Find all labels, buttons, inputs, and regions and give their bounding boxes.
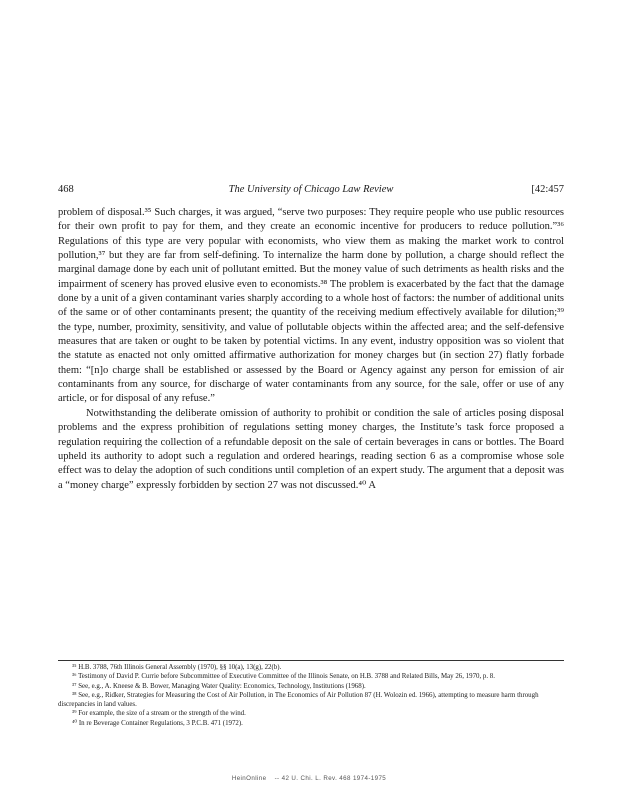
- volume-citation: [42:457: [531, 184, 564, 195]
- footnotes: [58, 663, 564, 728]
- footer-citation: -- 42 U. Chi. L. Rev. 468 1974-1975: [274, 775, 387, 782]
- footnote-divider: [58, 660, 564, 661]
- body-paragraph: problem of disposal.³⁵ Such charges, it was argued, “serve two purposes: They require people who use public resources for their own profit to pay for them, and they create an economic incentive for producers to reduce pollution.”³⁶ Regulations of this type are very popular with economists, who view them as making the market work to control pollution,³⁷ but they are far from self-defining. To internalize the harm done by pollution, a charge should reflect the marginal damage done by each unit of pollutant emitted. But the money value of such detriments as health risks and the impairment of scenery has proved elusive even to economists.³⁸ The problem is exacerbated by the fact that the damage done by a unit of a given contaminant varies sharply according to a whole host of factors: the number of additional units of the same or of other contaminants present; the quantity of the receiving medium effectively available for dilution;³⁹ the type, number, proximity, sensitivity, and value of pollutable objects within the affected area; and the self-defensive measures that are taken or ought to be taken by potential victims. In any event, industry opposition was so violent that the statute as enacted not only omitted affirmative authorization for money charges but (in section 27) flatly forbade them: “[n]o charge shall be established or assessed by the Board or Agency against any person for emission of air contaminants from any source, for discharge of water contaminants from any source, for the sale, offer or use of any article, or for disposal of any refuse.”: [58, 207, 564, 405]
- footnote: ³⁶ Testimony of David P. Currie before Subcommittee of Executive Committee of the Illinois Senate, on H.B. 3788 and Related Bills, May 26, 1970, p. 8.: [72, 673, 495, 681]
- footnote: ³⁷ See, e.g., A. Kneese & B. Bower, Managing Water Quality: Economics, Technology, Institutions (1968).: [72, 682, 366, 690]
- body-paragraph: Notwithstanding the deliberate omission of authority to prohibit or condition the sale of articles posing disposal problems and the express prohibition of regulations setting money charges, the Institute’s task force proposed a regulation requiring the collection of a refundable deposit on the sale of certain beverages in cans or bottles. The Board upheld its authority to adopt such a regulation and ordered hearings, reading section 6 as a compromise whose sole effect was to delay the adoption of such conditions until completion of an expert study. The argument that a deposit was a “money charge” expressly forbidden by section 27 was not discussed.⁴⁰ A: [58, 407, 564, 491]
- footnote: ³⁸ See, e.g., Ridker, Strategies for Measuring the Cost of Air Pollution, in The Economics of Air Pollution 87 (H. Wolozin ed. 1966), attempting to measure harm through discrepancies in land values.: [58, 691, 539, 709]
- footnote: ⁴⁰ In re Beverage Container Regulations, 3 P.C.B. 471 (1972).: [72, 719, 243, 727]
- article-body: [58, 206, 564, 493]
- journal-title: The University of Chicago Law Review: [228, 184, 394, 195]
- page-footer: [0, 775, 618, 782]
- page-number: 468: [58, 184, 74, 195]
- footer-source[interactable]: HeinOnline: [231, 775, 267, 782]
- footnote: ³⁹ For example, the size of a stream or the strength of the wind.: [72, 710, 246, 718]
- footnote: ³⁵ H.B. 3788, 76th Illinois General Assembly (1970), §§ 10(a), 13(g), 22(b).: [72, 664, 282, 671]
